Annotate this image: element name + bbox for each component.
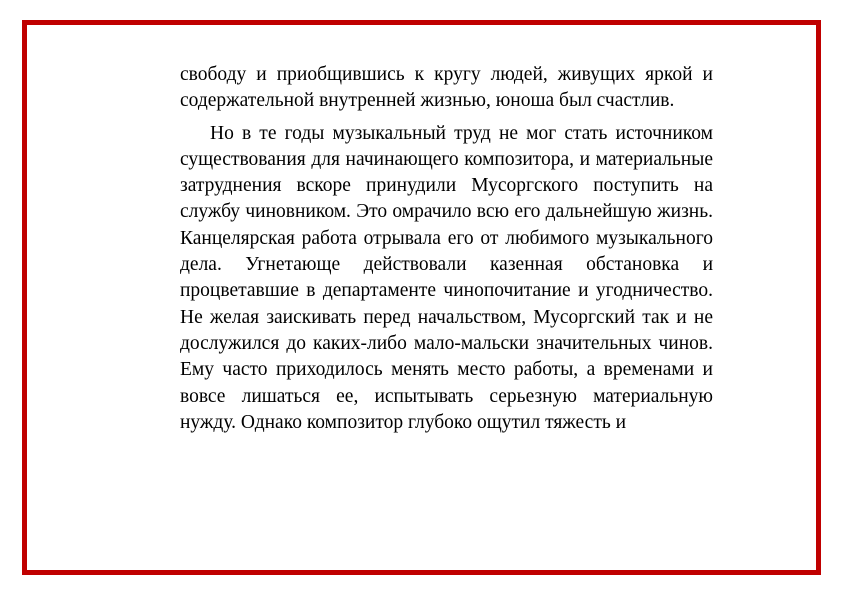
paragraph-1: свободу и приобщившись к кругу людей, живущих яркой и содержательной внутренней жизнью, юноша был счастлив.	[180, 64, 713, 112]
text-block	[180, 62, 713, 436]
paragraph-2: Но в те годы музыкальный труд не мог стать источником существования для начинающего композитора, и материальные затруднения вскоре принудили Мусоргского поступить на службу чиновником. Это омрачило всю его дальнейшую жизнь. Канцелярская работа отрывала его от любимого музыкального дела. Угнетающе действовали казенная обстановка и процветавшие в департаменте чинопочитание и угодничество. Не желая заискивать перед начальством, Мусоргский так и не дослужился до каких-либо мало-мальски значительных чинов. Ему часто приходилось менять место работы, а временами и вовсе лишаться ее, испытывать серьезную материальную нужду. Однако композитор глубоко ощутил тяжесть и	[180, 122, 713, 433]
slide-frame	[22, 20, 821, 575]
